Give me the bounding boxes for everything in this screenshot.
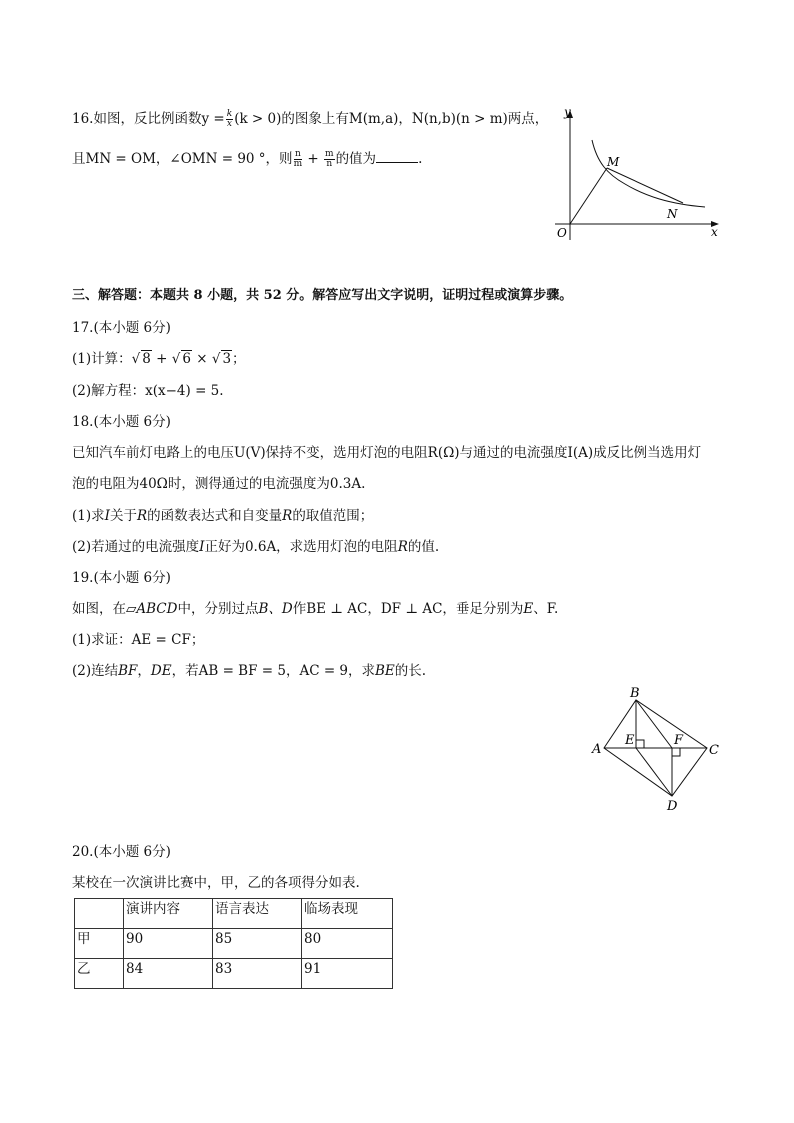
q19-line1 <box>72 600 558 618</box>
q16-plus: + <box>303 151 324 167</box>
segment-be: BE <box>375 663 395 679</box>
fraction-denominator: x <box>226 119 232 129</box>
segment-de: DE <box>150 663 172 679</box>
q16-text-c: 且MN = OM，∠OMN = 90 °，则 <box>72 151 293 167</box>
q17-heading: 17.(本小题 6分) <box>72 320 171 336</box>
point-m-label: M <box>607 155 620 169</box>
q16-fraction-k-over-x <box>226 110 233 129</box>
var-r: R <box>136 508 148 524</box>
q17-part1: (1)计算：√ 8 + √ 6 × √ 3； <box>72 351 246 367</box>
x-axis-label: x <box>711 225 718 239</box>
q16-line1 <box>72 110 548 129</box>
hyperbola-curve <box>592 140 705 207</box>
point-a-label: A <box>592 742 602 757</box>
table-header-cell: 演讲内容 <box>124 899 213 929</box>
section3-score: 52 <box>263 288 282 303</box>
q19-figure <box>585 683 730 815</box>
table-cell: 91 <box>302 959 393 989</box>
table-cell: 85 <box>213 929 302 959</box>
table-header-cell <box>75 899 124 929</box>
point-c-label: C <box>709 743 719 758</box>
q16-fraction-n-over-m <box>294 150 303 169</box>
q16-text-b: (k > 0)的图象上有M(m,a)，N(n,b)(n > m)两点， <box>234 111 549 127</box>
point-e: E <box>523 601 534 617</box>
section3-lead: 三、解答题：本题共 <box>72 288 190 303</box>
fraction-numerator: n <box>294 149 301 159</box>
point-n-label: N <box>667 207 678 221</box>
fraction-denominator: n <box>326 159 333 169</box>
answer-blank <box>376 150 418 163</box>
point-b-label: B <box>630 686 640 701</box>
q19-part2 <box>72 662 426 680</box>
var-r: R <box>397 539 408 555</box>
q16-end: . <box>418 151 423 167</box>
score-table <box>74 898 393 989</box>
table-cell: 90 <box>124 929 213 959</box>
q16-text-d: 的值为 <box>335 151 377 167</box>
q19-text-a: 如图，在 <box>72 601 126 617</box>
point-f-label: F <box>674 733 684 748</box>
radicand-3: 3 <box>222 351 232 367</box>
segment-bf: BF <box>118 663 138 679</box>
q19-text-b: 中，分别过点 <box>177 601 259 617</box>
q19-text-d: 、F. <box>533 601 559 617</box>
q19-part2-text-c: 的长. <box>394 663 427 679</box>
q19-part2-text-a: (2)连结 <box>72 663 119 679</box>
fraction-numerator: k <box>226 109 233 119</box>
radicand-8: 8 <box>142 351 151 367</box>
section3-mid: 小题，共 <box>207 288 260 303</box>
right-angle-mark-f <box>672 748 680 756</box>
q20-heading: 20.(本小题 6分) <box>72 844 171 860</box>
table-cell: 乙 <box>75 959 124 989</box>
point-e-label: E <box>625 733 635 748</box>
table-header-cell: 语言表达 <box>213 899 302 929</box>
table-header-cell: 临场表现 <box>302 899 393 929</box>
point-d-label: D <box>667 799 678 814</box>
separator: ， <box>137 663 151 679</box>
q18-part1-text-b: 关于 <box>109 508 137 524</box>
q16-figure <box>545 100 730 245</box>
q16-line2 <box>72 150 422 169</box>
fraction-numerator: m <box>325 149 334 159</box>
table-header-row <box>75 899 393 929</box>
table-cell: 80 <box>302 929 393 959</box>
table-cell: 84 <box>124 959 213 989</box>
var-i: I <box>104 508 110 524</box>
plus-sign: + <box>151 351 172 367</box>
q19-part1: (1)求证：AE = CF； <box>72 632 205 648</box>
section3-tail: 分。解答应写出文字说明，证明过程或演算步骤。 <box>286 288 573 303</box>
y-axis-label: y <box>564 105 571 119</box>
q18-part1-text-d: 的取值范围； <box>292 508 374 524</box>
origin-label: O <box>557 226 567 240</box>
q18-part2-text-a: (2)若通过的电流强度 <box>72 539 200 555</box>
q18-heading: 18.(本小题 6分) <box>72 414 171 430</box>
table-cell: 83 <box>213 959 302 989</box>
segment-bf <box>636 700 672 748</box>
q18-line1: 已知汽车前灯电路上的电压U(V)保持不变，选用灯泡的电阻R(Ω)与通过的电流强度I(A)成反比例当选用灯 <box>72 445 702 461</box>
segment-mn <box>607 168 683 203</box>
section3-heading <box>72 287 572 305</box>
parallelogram-abcd: ▱ABCD <box>126 601 178 617</box>
q18-part2-text-c: 的值. <box>407 539 440 555</box>
q20-line1: 某校在一次演讲比赛中，甲，乙的各项得分如表. <box>72 875 360 891</box>
points-b-d: B、D <box>258 601 293 617</box>
table-cell: 甲 <box>75 929 124 959</box>
q16-number: 16. <box>72 111 94 127</box>
times-sign: × <box>191 351 212 367</box>
q18-part2 <box>72 538 439 556</box>
q17-part2: (2)解方程：x(x−4) = 5. <box>72 383 224 399</box>
segment-de <box>636 748 672 796</box>
q18-line2: 泡的电阻为40Ω时，测得通过的电流强度为0.3A. <box>72 476 366 492</box>
q19-part2-text-b: ，若AB = BF = 5，AC = 9，求 <box>171 663 376 679</box>
table-row <box>75 959 393 989</box>
segment-om <box>570 168 607 224</box>
var-i: I <box>199 539 205 555</box>
q18-part1-text-c: 的函数表达式和自变量 <box>147 508 283 524</box>
right-angle-mark-e <box>636 740 644 748</box>
q16-fraction-m-over-n <box>324 150 335 169</box>
q19-heading: 19.(本小题 6分) <box>72 570 171 586</box>
q18-part1-text-a: (1)求 <box>72 508 105 524</box>
fraction-denominator: m <box>293 159 303 169</box>
q17-part1-end: ； <box>232 351 246 367</box>
q16-text-a: 如图，反比例函数y = <box>93 111 225 127</box>
q17-part1-label: (1)计算： <box>72 351 132 367</box>
table-row <box>75 929 393 959</box>
section3-count: 8 <box>193 288 203 303</box>
var-r: R <box>282 508 293 524</box>
q18-part1 <box>72 507 373 525</box>
q18-part2-text-b: 正好为0.6A，求选用灯泡的电阻 <box>204 539 398 555</box>
radicand-6: 6 <box>182 351 191 367</box>
q19-text-c: 作BE ⊥ AC，DF ⊥ AC，垂足分别为 <box>292 601 524 617</box>
